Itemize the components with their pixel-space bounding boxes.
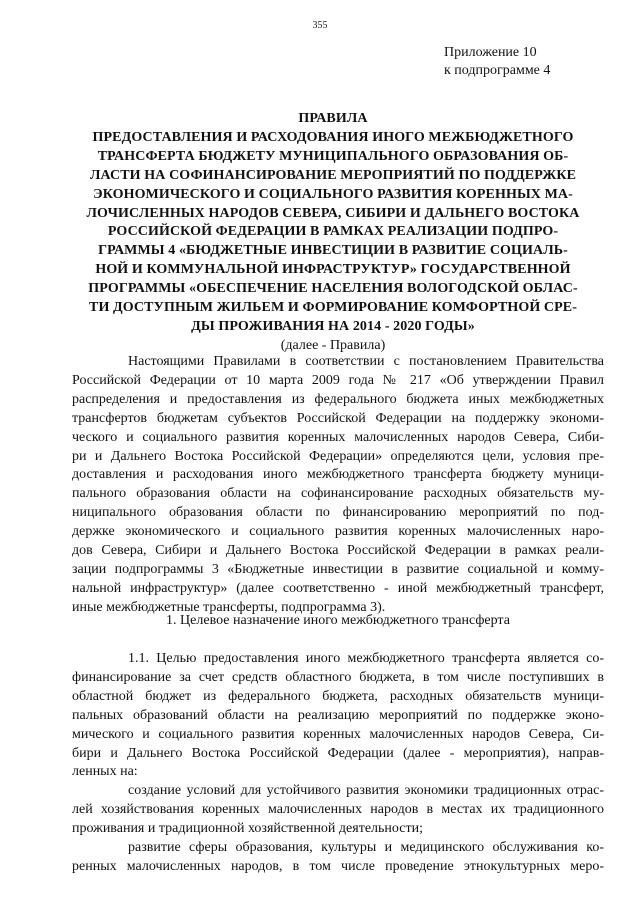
section-1-heading: 1. Целевое назначение иного межбюджетного трансферта xyxy=(166,613,510,628)
paragraph-line: Настоящими Правилами в соответствии с постановлением Правительства xyxy=(128,354,604,369)
paragraph-line: ниципального образования области по финансированию мероприятий по под- xyxy=(72,505,604,521)
intro-paragraph xyxy=(72,353,604,618)
paragraph-line: бири и Дальнего Востока Российской Федерации (далее - мероприятия), направ- xyxy=(72,745,604,761)
paragraph-line: 1.1. Целью предоставления иного межбюджетного трансферта является со- xyxy=(128,651,604,666)
paragraph-line: Российской Федерации от 10 марта 2009 года № 217 «Об утверждении Правил xyxy=(72,372,604,388)
title-line: РОССИЙСКОЙ ФЕДЕРАЦИИ В РАМКАХ РЕАЛИЗАЦИИ ПОДПРО- xyxy=(107,224,559,240)
paragraph-line: иные межбюджетные трансферты, подпрограмма 3). xyxy=(72,599,386,615)
paragraph-line: пальных образований области на реализацию мероприятий по поддержке эконо- xyxy=(72,707,604,723)
list-item-line: развитие сферы образования, культуры и медицинского обслуживания ко- xyxy=(128,840,604,856)
paragraph-line: дов Севера, Сибири и Дальнего Востока Российской Федерации в рамках реали- xyxy=(72,543,604,559)
annex-line-2: к подпрограмме 4 xyxy=(444,63,551,78)
title-line: ЭКОНОМИЧЕСКОГО И СОЦИАЛЬНОГО РАЗВИТИЯ КОРЕННЫХ МА- xyxy=(93,186,573,202)
title-line: ГРАММЫ 4 «БЮДЖЕТНЫЕ ИНВЕСТИЦИИ В РАЗВИТИЕ СОЦИАЛЬ- xyxy=(98,243,568,259)
title-text xyxy=(68,110,598,337)
paragraph-line: зации подпрограммы 3 «Бюджетные инвестиции в развитие социальной и комму- xyxy=(72,561,604,577)
paragraph-line: ческого и социального развития коренных малочисленных народов Севера, Сиби- xyxy=(72,429,604,445)
title-line: ДЫ ПРОЖИВАНИЯ НА 2014 - 2020 ГОДЫ» xyxy=(191,318,475,334)
paragraph-line: распределения и предоставления из федерального бюджета иных межбюджетных xyxy=(72,391,604,407)
paragraph-line: держке экономического и социального развития коренных малочисленных наро- xyxy=(72,524,604,540)
document-title xyxy=(68,110,598,355)
title-line: ТИ ДОСТУПНЫМ ЖИЛЬЕМ И ФОРМИРОВАНИЕ КОМФОРТНОЙ СРЕ- xyxy=(89,300,577,316)
paragraph-line: доставления и расходования иного межбюджетного трансферта бюджету муници- xyxy=(72,467,604,483)
paragraph-line: пального образования области на софинансирование расходных обязательств му- xyxy=(72,486,604,502)
page-number: 355 xyxy=(312,20,328,31)
list-item-line: создание условий для устойчивого развития экономики традиционных отрас- xyxy=(128,783,604,799)
paragraph-line: мического и социального развития коренных малочисленных народов Севера, Си- xyxy=(72,726,604,742)
paragraph-line: трансфертов бюджетам субъектов Российской Федерации на поддержку экономи- xyxy=(72,410,604,426)
list-item-line: проживания и традиционной хозяйственной деятельности; xyxy=(72,821,423,837)
paragraph-line: областной бюджет из федерального бюджета, расходных обязательств муници- xyxy=(72,688,604,704)
title-line: НОЙ И КОММУНАЛЬНОЙ ИНФРАСТРУКТУР» ГОСУДАРСТВЕННОЙ xyxy=(95,262,571,278)
list-item-line: ренных малочисленных народов, в том числе проведение этнокультурных меро- xyxy=(72,858,604,874)
paragraph-line: финансирование за счет средств областного бюджета, в том числе поступивших в xyxy=(72,669,604,685)
paragraph-line: нальной инфраструктур» (далее соответственно - иной межбюджетный трансферт, xyxy=(72,580,604,596)
list-item-line: лей хозяйствования коренных малочисленных народов в местах их традиционного xyxy=(72,802,604,818)
paragraph-line: ри и Дальнего Востока Российской Федерации» определяются цели, условия пре- xyxy=(72,448,604,464)
title-line: ЛАСТИ НА СОФИНАНСИРОВАНИЕ МЕРОПРИЯТИЙ ПО ПОДДЕРЖКЕ xyxy=(89,167,577,183)
section-1-paragraph-1-1 xyxy=(72,650,604,877)
paragraph-line: ленных на: xyxy=(72,764,138,780)
title-note: (далее - Правила) xyxy=(280,337,386,353)
title-line: ТРАНСФЕРТА БЮДЖЕТУ МУНИЦИПАЛЬНОГО ОБРАЗОВАНИЯ ОБ- xyxy=(97,148,569,164)
title-line: ПРАВИЛА xyxy=(298,111,368,126)
title-line: ПРОГРАММЫ «ОБЕСПЕЧЕНИЕ НАСЕЛЕНИЯ ВОЛОГОДСКОЙ ОБЛАС- xyxy=(88,281,578,297)
title-line: ПРЕДОСТАВЛЕНИЯ И РАСХОДОВАНИЯ ИНОГО МЕЖБЮДЖЕТНОГО xyxy=(92,129,574,145)
annex-reference xyxy=(444,44,604,80)
title-line: ЛОЧИСЛЕННЫХ НАРОДОВ СЕВЕРА, СИБИРИ И ДАЛЬНЕГО ВОСТОКА xyxy=(86,205,580,221)
annex-line-1: Приложение 10 xyxy=(444,45,537,60)
